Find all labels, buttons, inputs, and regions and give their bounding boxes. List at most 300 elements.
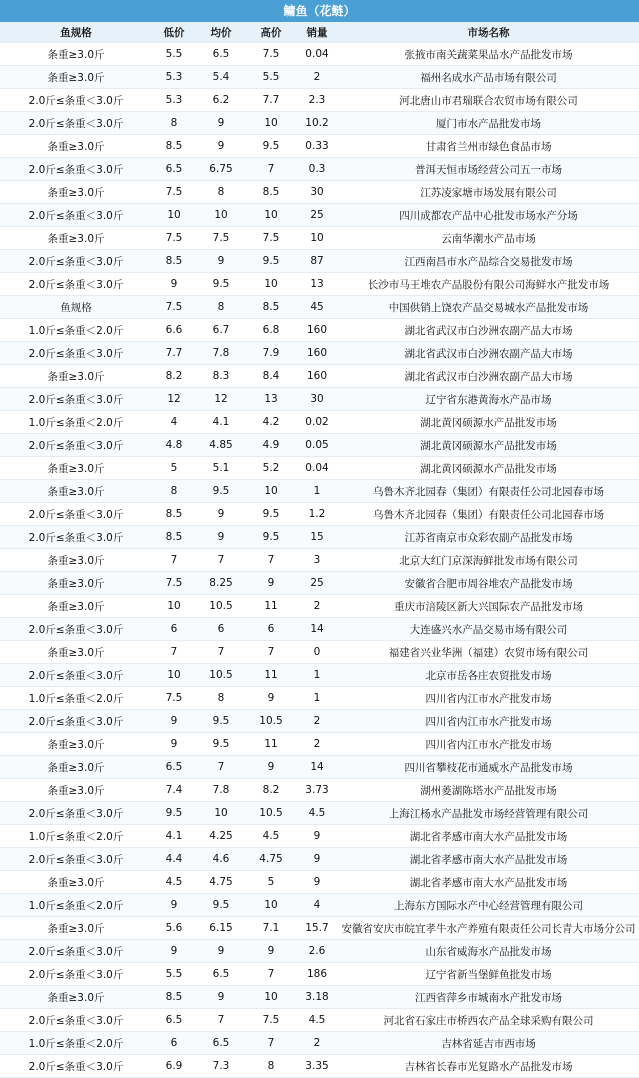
table-row: [0, 66, 639, 89]
cell-spec: 条重≥3.0斤: [0, 549, 152, 572]
cell-low: 5.5: [152, 963, 196, 986]
cell-low: 6.6: [152, 319, 196, 342]
table-row: [0, 664, 639, 687]
cell-high: 6.8: [246, 319, 296, 342]
cell-market: 安徽省合肥市周谷堆农产品批发市场: [338, 572, 639, 595]
cell-volume: 14: [296, 756, 338, 779]
cell-market: 中国供销上饶农产品交易城水产品批发市场: [338, 296, 639, 319]
cell-high: 10: [246, 894, 296, 917]
cell-spec: 1.0斤≤条重＜2.0斤: [0, 687, 152, 710]
cell-avg: 4.6: [196, 848, 246, 871]
cell-spec: 2.0斤≤条重＜3.0斤: [0, 526, 152, 549]
cell-spec: 条重≥3.0斤: [0, 572, 152, 595]
cell-high: 7.5: [246, 227, 296, 250]
cell-volume: 15.7: [296, 917, 338, 940]
cell-high: 11: [246, 595, 296, 618]
table-row: [0, 756, 639, 779]
cell-low: 4.5: [152, 871, 196, 894]
cell-high: 9.5: [246, 135, 296, 158]
table-row: [0, 940, 639, 963]
cell-high: 13: [246, 388, 296, 411]
cell-avg: 7: [196, 756, 246, 779]
cell-spec: 条重≥3.0斤: [0, 986, 152, 1009]
cell-avg: 5.1: [196, 457, 246, 480]
cell-avg: 6.5: [196, 963, 246, 986]
cell-high: 10.5: [246, 710, 296, 733]
cell-avg: 7.8: [196, 779, 246, 802]
header-row: [0, 22, 639, 43]
cell-avg: 8: [196, 181, 246, 204]
cell-volume: 4: [296, 894, 338, 917]
cell-market: 重庆市涪陵区新大兴国际农产品批发市场: [338, 595, 639, 618]
cell-low: 5.3: [152, 66, 196, 89]
cell-avg: 9: [196, 940, 246, 963]
table-row: [0, 733, 639, 756]
cell-low: 6: [152, 618, 196, 641]
cell-low: 6.9: [152, 1055, 196, 1078]
cell-low: 10: [152, 595, 196, 618]
cell-low: 12: [152, 388, 196, 411]
cell-market: 江西省萍乡市城南水产批发市场: [338, 986, 639, 1009]
cell-high: 8.5: [246, 296, 296, 319]
cell-market: 辽宁省新当堡鲜鱼批发市场: [338, 963, 639, 986]
cell-avg: 9.5: [196, 733, 246, 756]
cell-spec: 2.0斤≤条重＜3.0斤: [0, 112, 152, 135]
col-header-spec: 鱼规格: [0, 22, 152, 43]
table-row: [0, 457, 639, 480]
table-row: [0, 687, 639, 710]
cell-avg: 10.5: [196, 664, 246, 687]
cell-market: 湖北黄冈硕源水产品批发市场: [338, 457, 639, 480]
cell-market: 吉林省长春市光复路水产品批发市场: [338, 1055, 639, 1078]
table-row: [0, 411, 639, 434]
cell-high: 10: [246, 273, 296, 296]
cell-volume: 30: [296, 181, 338, 204]
cell-market: 河北唐山市君瑞联合农贸市场有限公司: [338, 89, 639, 112]
cell-low: 9.5: [152, 802, 196, 825]
cell-spec: 1.0斤≤条重＜2.0斤: [0, 825, 152, 848]
cell-spec: 1.0斤≤条重＜2.0斤: [0, 1032, 152, 1055]
cell-market: 江苏凌家塘市场发展有限公司: [338, 181, 639, 204]
cell-market: 上海江杨水产品批发市场经营管理有限公司: [338, 802, 639, 825]
cell-spec: 2.0斤≤条重＜3.0斤: [0, 664, 152, 687]
cell-spec: 条重≥3.0斤: [0, 779, 152, 802]
col-header-market: 市场名称: [338, 22, 639, 43]
cell-low: 6: [152, 1032, 196, 1055]
cell-spec: 条重≥3.0斤: [0, 66, 152, 89]
cell-low: 7.4: [152, 779, 196, 802]
table-row: [0, 112, 639, 135]
cell-market: 安徽省安庆市皖宜孝牛水产养殖有限责任公司长青大市场分公司: [338, 917, 639, 940]
cell-low: 9: [152, 894, 196, 917]
cell-volume: 0: [296, 641, 338, 664]
cell-low: 7.5: [152, 227, 196, 250]
cell-high: 7: [246, 1032, 296, 1055]
cell-market: 普洱天恒市场经营公司五一市场: [338, 158, 639, 181]
cell-high: 7.5: [246, 1009, 296, 1032]
cell-low: 7.5: [152, 687, 196, 710]
cell-market: 四川成都农产品中心批发市场水产分场: [338, 204, 639, 227]
cell-spec: 2.0斤≤条重＜3.0斤: [0, 848, 152, 871]
cell-high: 9: [246, 572, 296, 595]
table-row: [0, 986, 639, 1009]
cell-spec: 2.0斤≤条重＜3.0斤: [0, 158, 152, 181]
cell-low: 10: [152, 204, 196, 227]
cell-avg: 9.5: [196, 894, 246, 917]
cell-spec: 2.0斤≤条重＜3.0斤: [0, 940, 152, 963]
cell-high: 8.5: [246, 181, 296, 204]
cell-spec: 2.0斤≤条重＜3.0斤: [0, 802, 152, 825]
cell-avg: 9.5: [196, 480, 246, 503]
cell-low: 7: [152, 549, 196, 572]
cell-avg: 9: [196, 135, 246, 158]
cell-spec: 2.0斤≤条重＜3.0斤: [0, 89, 152, 112]
cell-volume: 160: [296, 365, 338, 388]
cell-avg: 6.75: [196, 158, 246, 181]
cell-spec: 条重≥3.0斤: [0, 480, 152, 503]
cell-low: 9: [152, 273, 196, 296]
cell-low: 8.5: [152, 503, 196, 526]
cell-avg: 6.5: [196, 1032, 246, 1055]
cell-avg: 8.25: [196, 572, 246, 595]
cell-volume: 10.2: [296, 112, 338, 135]
cell-market: 云南华潮水产品市场: [338, 227, 639, 250]
cell-market: 湖北省武汉市白沙洲农副产品大市场: [338, 342, 639, 365]
cell-market: 大连盛兴水产品交易市场有限公司: [338, 618, 639, 641]
cell-volume: 14: [296, 618, 338, 641]
cell-low: 7.5: [152, 572, 196, 595]
cell-avg: 8: [196, 687, 246, 710]
cell-high: 10: [246, 112, 296, 135]
table-row: [0, 825, 639, 848]
table-row: [0, 848, 639, 871]
cell-volume: 25: [296, 572, 338, 595]
cell-spec: 鱼规格: [0, 296, 152, 319]
cell-spec: 条重≥3.0斤: [0, 917, 152, 940]
table-row: [0, 894, 639, 917]
cell-low: 10: [152, 664, 196, 687]
table-row: [0, 572, 639, 595]
cell-spec: 条重≥3.0斤: [0, 227, 152, 250]
cell-avg: 4.1: [196, 411, 246, 434]
cell-volume: 4.5: [296, 802, 338, 825]
cell-volume: 3.35: [296, 1055, 338, 1078]
cell-high: 7.7: [246, 89, 296, 112]
cell-volume: 0.33: [296, 135, 338, 158]
table-row: [0, 1032, 639, 1055]
cell-low: 9: [152, 733, 196, 756]
cell-market: 吉林省延吉市西市场: [338, 1032, 639, 1055]
cell-volume: 2: [296, 66, 338, 89]
cell-avg: 7: [196, 641, 246, 664]
cell-avg: 10.5: [196, 595, 246, 618]
table-row: [0, 503, 639, 526]
cell-volume: 25: [296, 204, 338, 227]
cell-low: 5: [152, 457, 196, 480]
cell-market: 厦门市水产品批发市场: [338, 112, 639, 135]
cell-high: 5: [246, 871, 296, 894]
cell-spec: 条重≥3.0斤: [0, 181, 152, 204]
cell-avg: 9.5: [196, 273, 246, 296]
cell-spec: 条重≥3.0斤: [0, 365, 152, 388]
cell-avg: 7: [196, 1009, 246, 1032]
cell-volume: 0.02: [296, 411, 338, 434]
cell-low: 7.7: [152, 342, 196, 365]
cell-low: 8: [152, 480, 196, 503]
cell-avg: 7.5: [196, 227, 246, 250]
cell-avg: 9: [196, 526, 246, 549]
cell-high: 10.5: [246, 802, 296, 825]
cell-spec: 2.0斤≤条重＜3.0斤: [0, 250, 152, 273]
table-row: [0, 618, 639, 641]
cell-market: 湖北黄冈硕源水产品批发市场: [338, 411, 639, 434]
cell-market: 上海东方国际水产中心经营管理有限公司: [338, 894, 639, 917]
table-row: [0, 710, 639, 733]
cell-market: 山东省威海水产品批发市场: [338, 940, 639, 963]
table-title: 鳙鱼（花鲢）: [0, 0, 639, 22]
cell-low: 8: [152, 112, 196, 135]
table-row: [0, 89, 639, 112]
cell-market: 四川省内江市水产批发市场: [338, 687, 639, 710]
cell-spec: 2.0斤≤条重＜3.0斤: [0, 388, 152, 411]
cell-high: 6: [246, 618, 296, 641]
cell-volume: 4.5: [296, 1009, 338, 1032]
cell-avg: 9: [196, 250, 246, 273]
table-row: [0, 388, 639, 411]
cell-volume: 45: [296, 296, 338, 319]
cell-high: 9.5: [246, 503, 296, 526]
cell-volume: 2.3: [296, 89, 338, 112]
cell-high: 8: [246, 1055, 296, 1078]
cell-volume: 3.18: [296, 986, 338, 1009]
cell-avg: 9: [196, 112, 246, 135]
table-row: [0, 158, 639, 181]
cell-low: 9: [152, 710, 196, 733]
cell-low: 9: [152, 940, 196, 963]
cell-avg: 9.5: [196, 710, 246, 733]
cell-market: 四川省内江市水产批发市场: [338, 733, 639, 756]
cell-volume: 9: [296, 848, 338, 871]
cell-avg: 7.8: [196, 342, 246, 365]
cell-market: 福州名成水产品市场有限公司: [338, 66, 639, 89]
table-row: [0, 43, 639, 66]
cell-spec: 2.0斤≤条重＜3.0斤: [0, 273, 152, 296]
cell-volume: 2: [296, 733, 338, 756]
cell-volume: 87: [296, 250, 338, 273]
cell-volume: 3.73: [296, 779, 338, 802]
cell-market: 长沙市马王堆农产品股份有限公司海鲜水产批发市场: [338, 273, 639, 296]
cell-volume: 1: [296, 480, 338, 503]
col-header-low: 低价: [152, 22, 196, 43]
cell-volume: 0.05: [296, 434, 338, 457]
cell-avg: 6: [196, 618, 246, 641]
cell-avg: 6.5: [196, 43, 246, 66]
cell-low: 8.2: [152, 365, 196, 388]
cell-high: 7.9: [246, 342, 296, 365]
cell-high: 4.9: [246, 434, 296, 457]
table-row: [0, 917, 639, 940]
cell-low: 4.4: [152, 848, 196, 871]
cell-volume: 9: [296, 871, 338, 894]
cell-avg: 6.15: [196, 917, 246, 940]
cell-market: 福建省兴业华洲（福建）农贸市场有限公司: [338, 641, 639, 664]
cell-market: 北京市岳各庄农贸批发市场: [338, 664, 639, 687]
cell-spec: 1.0斤≤条重＜2.0斤: [0, 411, 152, 434]
table-row: [0, 181, 639, 204]
cell-high: 5.5: [246, 66, 296, 89]
table-row: [0, 250, 639, 273]
cell-volume: 1: [296, 664, 338, 687]
cell-low: 4: [152, 411, 196, 434]
cell-low: 8.5: [152, 526, 196, 549]
table-row: [0, 365, 639, 388]
cell-avg: 4.25: [196, 825, 246, 848]
cell-spec: 条重≥3.0斤: [0, 756, 152, 779]
cell-avg: 6.7: [196, 319, 246, 342]
cell-low: 5.6: [152, 917, 196, 940]
cell-volume: 160: [296, 342, 338, 365]
cell-low: 4.1: [152, 825, 196, 848]
cell-low: 8.5: [152, 250, 196, 273]
cell-high: 7.1: [246, 917, 296, 940]
cell-market: 湖北省孝感市南大水产品批发市场: [338, 825, 639, 848]
table-row: [0, 480, 639, 503]
cell-high: 9: [246, 940, 296, 963]
cell-market: 湖北省武汉市白沙洲农副产品大市场: [338, 319, 639, 342]
table-row: [0, 779, 639, 802]
cell-volume: 1.2: [296, 503, 338, 526]
col-header-volume: 销量: [296, 22, 338, 43]
table-row: [0, 135, 639, 158]
cell-high: 4.2: [246, 411, 296, 434]
cell-volume: 2: [296, 710, 338, 733]
cell-avg: 6.2: [196, 89, 246, 112]
table-row: [0, 963, 639, 986]
cell-high: 9.5: [246, 526, 296, 549]
cell-market: 张掖市南关蔬菜果品水产品批发市场: [338, 43, 639, 66]
cell-volume: 3: [296, 549, 338, 572]
cell-low: 5.5: [152, 43, 196, 66]
cell-volume: 2: [296, 1032, 338, 1055]
cell-high: 10: [246, 480, 296, 503]
cell-spec: 1.0斤≤条重＜2.0斤: [0, 894, 152, 917]
cell-low: 6.5: [152, 158, 196, 181]
cell-low: 4.8: [152, 434, 196, 457]
cell-low: 8.5: [152, 135, 196, 158]
table-row: [0, 595, 639, 618]
cell-volume: 0.3: [296, 158, 338, 181]
cell-volume: 160: [296, 319, 338, 342]
cell-market: 甘肃省兰州市绿色食品市场: [338, 135, 639, 158]
cell-market: 湖州菱湖陈塔水产品批发市场: [338, 779, 639, 802]
cell-market: 四川省攀枝花市通威水产品批发市场: [338, 756, 639, 779]
cell-spec: 条重≥3.0斤: [0, 135, 152, 158]
table-row: [0, 319, 639, 342]
table-row: [0, 549, 639, 572]
cell-high: 9: [246, 756, 296, 779]
cell-low: 6.5: [152, 756, 196, 779]
cell-spec: 条重≥3.0斤: [0, 733, 152, 756]
cell-volume: 186: [296, 963, 338, 986]
col-header-high: 高价: [246, 22, 296, 43]
table-row: [0, 296, 639, 319]
cell-avg: 9: [196, 986, 246, 1009]
cell-low: 8.5: [152, 986, 196, 1009]
cell-spec: 2.0斤≤条重＜3.0斤: [0, 963, 152, 986]
cell-volume: 9: [296, 825, 338, 848]
cell-high: 9: [246, 687, 296, 710]
table-row: [0, 526, 639, 549]
cell-spec: 2.0斤≤条重＜3.0斤: [0, 1009, 152, 1032]
cell-low: 7.5: [152, 181, 196, 204]
table-row: [0, 227, 639, 250]
cell-market: 辽宁省东港黄海水产品市场: [338, 388, 639, 411]
cell-spec: 2.0斤≤条重＜3.0斤: [0, 710, 152, 733]
table-row: [0, 434, 639, 457]
cell-volume: 10: [296, 227, 338, 250]
cell-spec: 2.0斤≤条重＜3.0斤: [0, 342, 152, 365]
cell-spec: 2.0斤≤条重＜3.0斤: [0, 1055, 152, 1078]
cell-avg: 7.3: [196, 1055, 246, 1078]
cell-volume: 15: [296, 526, 338, 549]
cell-high: 7: [246, 158, 296, 181]
cell-spec: 条重≥3.0斤: [0, 43, 152, 66]
table-row: [0, 871, 639, 894]
cell-volume: 1: [296, 687, 338, 710]
cell-avg: 8.3: [196, 365, 246, 388]
cell-high: 7: [246, 641, 296, 664]
cell-spec: 2.0斤≤条重＜3.0斤: [0, 503, 152, 526]
table-row: [0, 342, 639, 365]
cell-spec: 2.0斤≤条重＜3.0斤: [0, 618, 152, 641]
table-row: [0, 273, 639, 296]
cell-spec: 2.0斤≤条重＜3.0斤: [0, 434, 152, 457]
cell-high: 4.75: [246, 848, 296, 871]
cell-low: 7: [152, 641, 196, 664]
cell-market: 河北省石家庄市桥西农产品全球采购有限公司: [338, 1009, 639, 1032]
table-row: [0, 204, 639, 227]
cell-market: 四川省内江市水产批发市场: [338, 710, 639, 733]
cell-avg: 8: [196, 296, 246, 319]
cell-avg: 10: [196, 204, 246, 227]
cell-market: 湖北黄冈硕源水产品批发市场: [338, 434, 639, 457]
cell-high: 7.5: [246, 43, 296, 66]
cell-avg: 9: [196, 503, 246, 526]
cell-high: 11: [246, 664, 296, 687]
cell-high: 7: [246, 549, 296, 572]
cell-volume: 2: [296, 595, 338, 618]
table-row: [0, 1055, 639, 1078]
cell-low: 7.5: [152, 296, 196, 319]
cell-avg: 7: [196, 549, 246, 572]
cell-high: 4.5: [246, 825, 296, 848]
cell-avg: 12: [196, 388, 246, 411]
cell-high: 8.2: [246, 779, 296, 802]
cell-volume: 0.04: [296, 457, 338, 480]
cell-volume: 30: [296, 388, 338, 411]
cell-high: 8.4: [246, 365, 296, 388]
cell-avg: 5.4: [196, 66, 246, 89]
cell-market: 湖北省孝感市南大水产品批发市场: [338, 871, 639, 894]
price-table: [0, 22, 639, 1078]
cell-high: 11: [246, 733, 296, 756]
cell-avg: 4.75: [196, 871, 246, 894]
cell-market: 乌鲁木齐北园春（集团）有限责任公司北园春市场: [338, 503, 639, 526]
cell-spec: 2.0斤≤条重＜3.0斤: [0, 204, 152, 227]
col-header-avg: 均价: [196, 22, 246, 43]
table-row: [0, 802, 639, 825]
cell-avg: 4.85: [196, 434, 246, 457]
